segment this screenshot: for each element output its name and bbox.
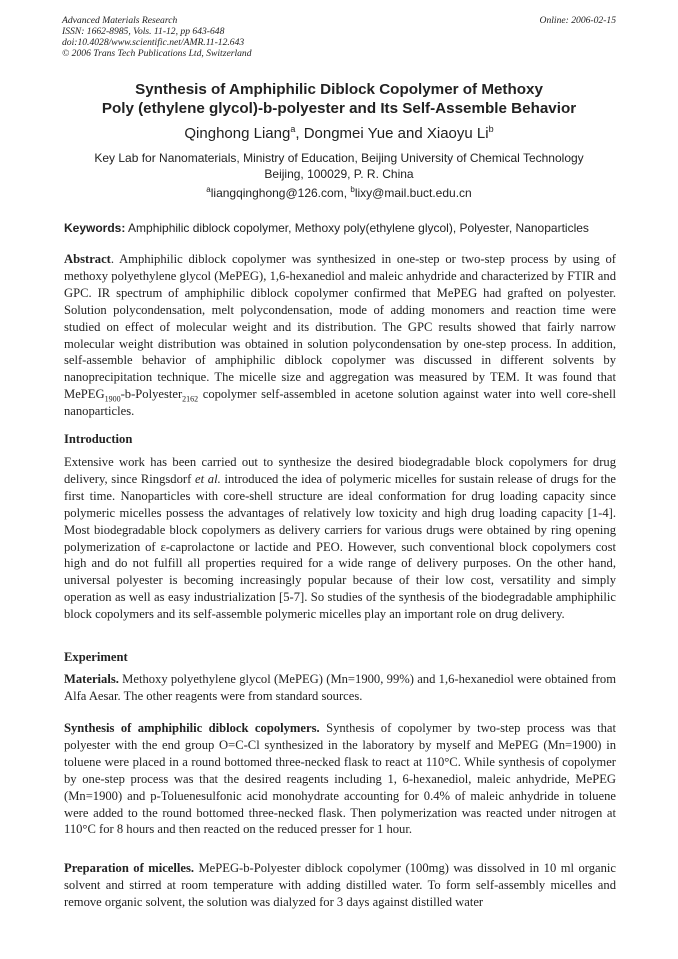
paper-title	[40, 80, 638, 118]
intro-text: Extensive work has been carried out to synthesize the desired biodegradable block copolymers for drug delivery, since Ringsdorf	[64, 455, 616, 486]
emails	[40, 185, 638, 200]
email-mark-a: a	[206, 185, 211, 194]
copyright: © 2006 Trans Tech Publications Ltd, Switzerland	[62, 48, 252, 59]
author-sep: and	[393, 125, 427, 142]
email-a[interactable]: liangqinghong@126.com	[210, 186, 344, 200]
author-sep: ,	[295, 125, 304, 142]
author-3: Xiaoyu Li	[426, 125, 489, 142]
keywords-text: Amphiphilic diblock copolymer, Methoxy poly(ethylene glycol), Polyester, Nanoparticles	[125, 221, 589, 235]
author-1-mark: a	[290, 124, 296, 134]
synthesis-label: Synthesis of amphiphilic diblock copolymers.	[64, 721, 320, 735]
journal-name: Advanced Materials Research	[62, 15, 178, 26]
affiliation-line-1: Key Lab for Nanomaterials, Ministry of Education, Beijing University of Chemical Technology	[94, 151, 584, 165]
synthesis-paragraph	[64, 720, 616, 838]
author-1: Qinghong Liang	[184, 125, 291, 142]
micelles-text: MePEG-b-Polyester diblock copolymer (100mg) was dissolved in 10 ml organic solvent and stirred at room temperature with adding distilled water. To form self-assembly micelles and remove organic solvent, the solution was dialyzed for 3 days against distilled water	[64, 861, 616, 909]
email-mark-b: b	[350, 185, 355, 194]
materials-paragraph	[64, 671, 616, 705]
title-line-2: Poly (ethylene glycol)-b-polyester and Its Self-Assemble Behavior	[101, 100, 577, 117]
subscript: 2162	[182, 394, 199, 404]
abstract-text: -b-Polyester	[120, 387, 183, 402]
abstract-label: Abstract	[64, 252, 111, 266]
keywords-label: Keywords:	[64, 221, 126, 235]
experiment-heading: Experiment	[64, 650, 128, 664]
intro-etal: et al.	[195, 471, 221, 486]
materials-label: Materials.	[64, 672, 119, 686]
doi: doi:10.4028/www.scientific.net/AMR.11-12.643	[62, 37, 245, 48]
email-sep: ,	[343, 186, 351, 200]
issn: ISSN: 1662-8985, Vols. 11-12, pp 643-648	[62, 26, 225, 37]
intro-text: introduced the idea of polymeric micelles for sustain release of drugs for the first time. Nanoparticles with core-shell structure are ideal conformation for drug loading capacity since polymeric micelles possess the advantages of relatively low toxicity and high drug loading capacity [1-4]. Most biodegradable block copolymers as delivery carriers for various drugs were obtained by ring opening polymerization of ε-caprolactone or lactide and PEO. However, such conventional block copolymers cost high and do not fulfill all properties required for a wide range of delivery purposes. On the other hand, universal polyester is becoming increasingly popular because of their low cost, versatility and simply operation as well as easy industrialization [5-7]. So studies of the synthesis of the biodegradable amphiphilic block copolymers and its self-assemble polymeric micelles play an important role on drug delivery.	[64, 471, 616, 622]
author-3-mark: b	[488, 124, 494, 134]
keywords	[64, 221, 616, 235]
affiliation	[60, 150, 618, 182]
introduction-heading: Introduction	[64, 432, 133, 446]
synthesis-text: Synthesis of copolymer by two-step process was that polyester with the end group O=C-Cl synthesized in the laboratory by myself and MePEG (Mn=1900) in toluene were placed in a round bottomed three-necked flask to react at 110°C. While synthesis of copolymer by one-step process was that the desired reagents including 1, 6-hexanediol, maleic anhydride, MePEG (Mn=1900) and p-Toluenesulfonic acid monohydrate accounting for 0.4% of maleic anhydride in toluene were added to the round bottomed three-necked flask. Then polymerization was reacted under nitrogen at 110°C for 8 hours and then reacted on the reduced presser for 1 hour.	[64, 721, 616, 837]
abstract-text: . Amphiphilic diblock copolymer was synthesized in one-step or two-step process by using of methoxy polyethylene glycol (MePEG), 1,6-hexanediol and maleic anhydride and characterized by FTIR and GPC. IR spectrum of amphiphilic diblock copolymer confirmed that MePEG had grafted on polyester. Solution polycondensation, melt polycondensation, mode of adding monomers and reaction time were studied on effect of molecular weight and its distribution. The GPC results showed that fairly narrow molecular weight distribution was obtained in solution polycondensation by one-step process. In addition, self-assemble behavior of amphiphilic diblock copolymer was discussed in different solvents by nanoprecipitation technique. The micelle size and aggregation was measured by TEM. It was found that MePEG	[64, 252, 616, 402]
authors	[40, 124, 638, 142]
title-line-1: Synthesis of Amphiphilic Diblock Copolymer of Methoxy	[135, 81, 543, 98]
introduction-text	[64, 454, 616, 623]
email-b[interactable]: lixy@mail.buct.edu.cn	[354, 186, 472, 200]
journal-header	[62, 15, 616, 59]
online-date: Online: 2006-02-15	[539, 15, 616, 26]
micelles-label: Preparation of micelles.	[64, 861, 195, 875]
materials-text: Methoxy polyethylene glycol (MePEG) (Mn=1900, 99%) and 1,6-hexanediol were obtained from Alfa Aesar. The other reagents were from standard sources.	[64, 672, 616, 703]
abstract-text: copolymer self-assembled in acetone solution against water into well core-shell nanoparticles.	[64, 387, 616, 419]
micelles-paragraph	[64, 860, 616, 911]
abstract	[64, 251, 616, 420]
author-2: Dongmei Yue	[303, 125, 394, 142]
subscript: 1900	[104, 394, 121, 404]
affiliation-line-2: Beijing, 100029, P. R. China	[264, 167, 414, 181]
